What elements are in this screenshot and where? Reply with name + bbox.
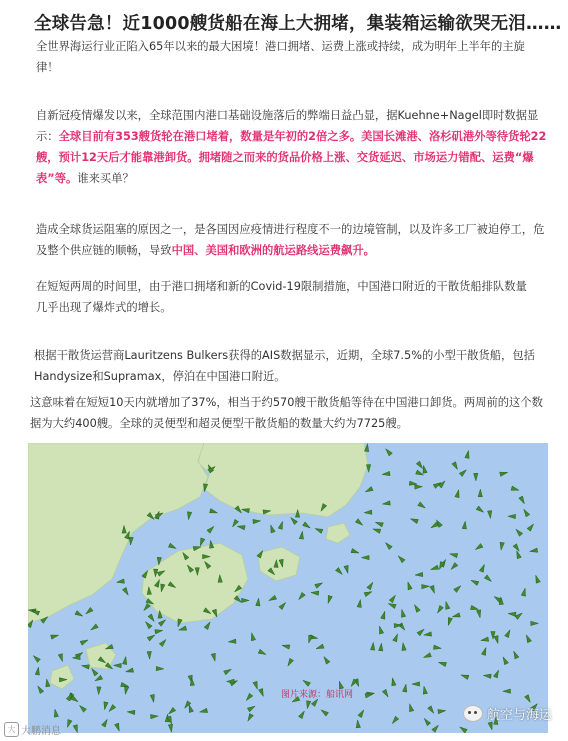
watermark-left-text: 大鹏消息 xyxy=(21,726,61,737)
wechat-icon xyxy=(463,705,483,722)
paragraph-text: 造成全球货运阻塞的原因之一，是各国因应疫情进行程度不一的边境管制，以及许多工厂被迫停工，危及整个供应链的顺畅，导致 xyxy=(36,223,545,257)
watermark-logo-icon: 大 xyxy=(4,722,19,737)
map-source-label: 图片来源：船讯网 xyxy=(281,690,354,700)
watermark-right xyxy=(463,704,552,723)
paragraph-kuehne-nagel xyxy=(36,105,556,189)
paragraph-text: 谁来买单？ xyxy=(77,172,134,185)
paragraph-text: 自新冠疫情爆发以来，全球范围内港口基础设施落后的弊端日益凸显，据Kuehne+Nagel即时数据显示： xyxy=(36,109,539,143)
highlight-text: 中国、美国和欧洲的航运路线运费飙升。 xyxy=(171,244,375,257)
ship-traffic-map xyxy=(28,443,548,733)
paragraph-causes xyxy=(36,219,546,261)
paragraph-ais-data: 根据干散货运营商Lauritzens Bulkers获得的AIS数据显示，近期，全球7.5%的小型干散货船，包括Handysize和Supramax，停泊在中国港口附近。 xyxy=(34,349,535,383)
paragraph-two-weeks: 在短短两周的时间里，由于港口拥堵和新的Covid-19限制措施，中国港口附近的干散货船排队数量几乎出现了爆炸式的增长。 xyxy=(36,280,527,314)
highlight-text: 全球目前有353艘货轮在港口堵着，数量是年初的2倍之多。美国长滩港、洛杉矶港外等待货轮22艘，预计12天后才能靠港卸货。拥堵随之而来的货品价格上涨、交货延迟、市场运力错配、运费“爆表”等。 xyxy=(36,130,547,185)
watermark-left xyxy=(4,722,61,737)
article-title: 全球告急！近1000艘货船在海上大拥堵，集装箱运输欲哭无泪…… xyxy=(34,14,562,34)
paragraph-increase: 这意味着在短短10天内就增加了37%，相当于约570艘干散货船等待在中国港口卸货。两周前的这个数据为大约400艘。全球的灵便型和超灵便型干散货船的数量大约为7725艘。 xyxy=(30,396,543,430)
watermark-right-text: 航空与海运 xyxy=(487,708,553,723)
paragraph-intro: 全世界海运行业正陷入65年以来的最大困境！港口拥堵、运费上涨或持续，成为明年上半年的主旋律！ xyxy=(36,40,525,74)
